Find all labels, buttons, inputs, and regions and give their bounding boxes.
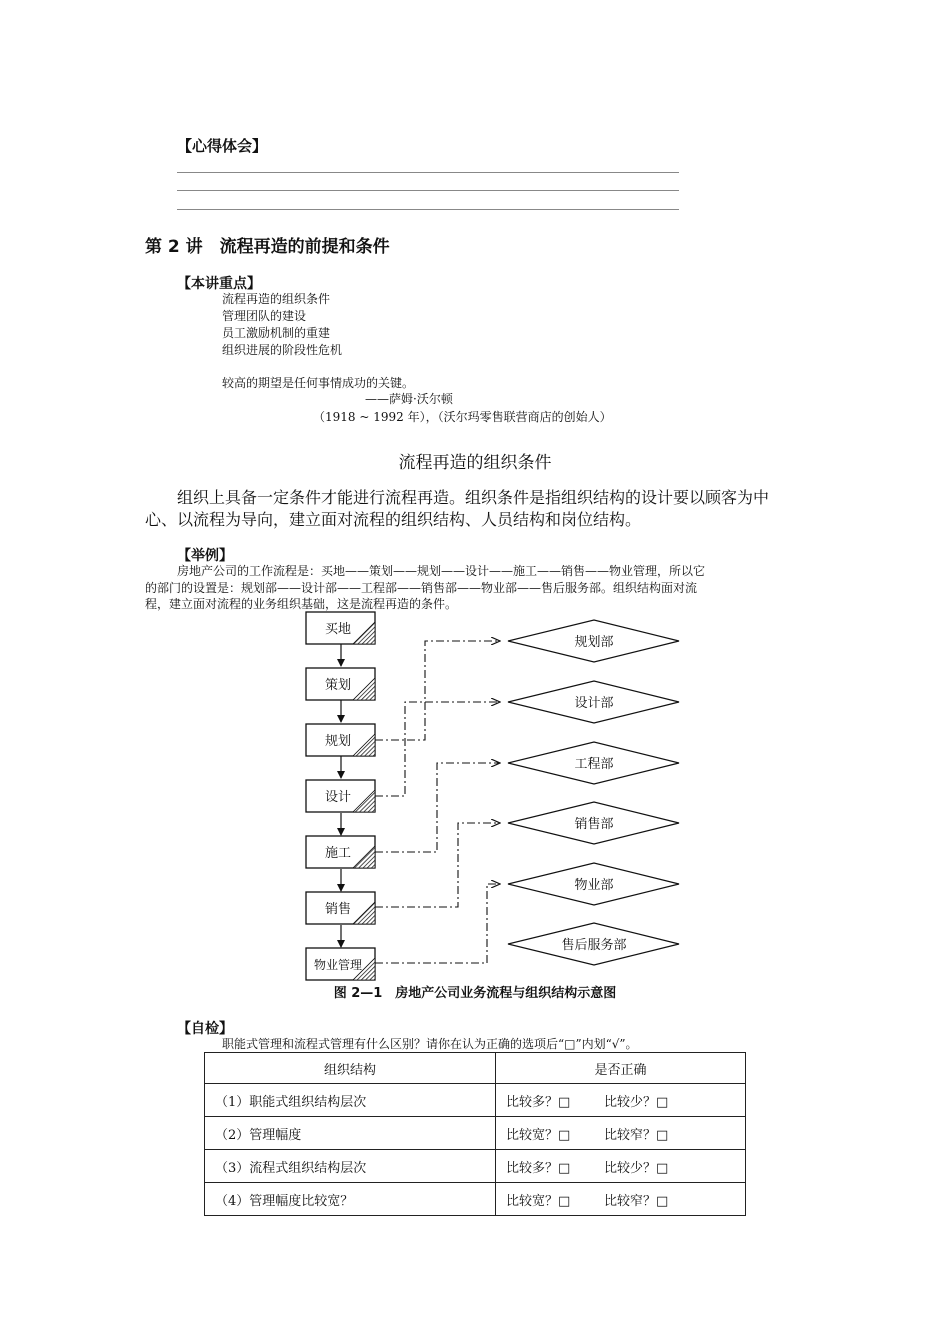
department-label: 售后服务部 [561, 938, 627, 953]
selfcheck-instruction: 职能式管理和流程式管理有什么区别？请你在认为正确的选项后“□”内划“√”。 [222, 1037, 638, 1051]
quote-text: 较高的期望是任何事情成功的关键。 [222, 376, 415, 390]
option-checkbox[interactable]: 比较少？□ [604, 1094, 669, 1110]
diagram-caption-text: 图 2—1 房地产公司业务流程与组织结构示意图 [333, 986, 617, 1001]
department-label: 销售部 [574, 817, 614, 832]
process-step-box [306, 780, 375, 812]
example-line2: 的部门的设置是：规划部——设计部——工程部——销售部——物业部——售后服务部。组织结构面对流 [145, 581, 698, 595]
example-heading: 【举例】 [177, 548, 233, 564]
keypoint-item: 组织进展的阶段性危机 [222, 343, 343, 357]
connector-plan-dept [375, 641, 500, 740]
option-checkbox[interactable]: 比较宽？□ [506, 1193, 571, 1209]
department-diamond [508, 742, 679, 784]
connector-sales-dept [375, 823, 500, 907]
department-label: 设计部 [574, 696, 614, 711]
process-step-label: 策划 [324, 678, 352, 693]
keypoints-heading: 【本讲重点】 [177, 276, 261, 292]
col-correct-header: 是否正确 [496, 1053, 746, 1084]
selfcheck-table [204, 1052, 746, 1216]
col-structure-header: 组织结构 [205, 1053, 496, 1084]
row-options [496, 1183, 746, 1216]
option-checkbox[interactable]: 比较宽？□ [506, 1127, 571, 1143]
diagram-caption [0, 982, 950, 1001]
department-label: 工程部 [574, 757, 614, 772]
table-row [205, 1117, 746, 1150]
row-options [496, 1150, 746, 1183]
process-step-label: 销售 [324, 902, 352, 917]
keypoint-item: 流程再造的组织条件 [222, 292, 331, 306]
department-diamond [508, 863, 679, 905]
table-row [205, 1150, 746, 1183]
process-step-box [306, 668, 375, 700]
process-step-box [306, 612, 375, 644]
option-checkbox[interactable]: 比较多？□ [506, 1094, 571, 1110]
reflection-heading: 【心得体会】 [177, 137, 268, 155]
department-diamond [508, 802, 679, 844]
example-line1: 房地产公司的工作流程是：买地——策划——规划——设计——施工——销售——物业管理，所以它 [177, 564, 706, 578]
quote-note: （1918 ~ 1992 年），（沃尔玛零售联营商店的创始人） [313, 410, 612, 424]
keypoint-item: 管理团队的建设 [222, 309, 307, 323]
connector-engineering-dept [375, 763, 500, 852]
process-step-label: 施工 [324, 846, 352, 861]
process-step-box [306, 892, 375, 924]
process-step-label: 设计 [324, 790, 352, 805]
department-label: 规划部 [574, 635, 614, 650]
department-diamond [508, 923, 679, 965]
table-header-row [205, 1053, 746, 1084]
lecture-title: 第 2 讲 流程再造的前提和条件 [145, 237, 390, 257]
section-title-text: 流程再造的组织条件 [398, 453, 552, 473]
process-step-label: 规划 [324, 734, 352, 749]
process-step-box [306, 836, 375, 868]
option-checkbox[interactable]: 比较窄？□ [604, 1127, 669, 1143]
row-label: （1）职能式组织结构层次 [205, 1084, 496, 1117]
process-step-box [306, 724, 375, 756]
row-options [496, 1084, 746, 1117]
selfcheck-heading: 【自检】 [177, 1021, 233, 1037]
department-diamond [508, 620, 679, 662]
section-paragraph-line2: 心、以流程为导向，建立面对流程的组织结构、人员结构和岗位结构。 [145, 510, 642, 529]
row-options [496, 1117, 746, 1150]
process-step-box [306, 948, 375, 980]
option-checkbox[interactable]: 比较窄？□ [604, 1193, 669, 1209]
option-checkbox[interactable]: 比较少？□ [604, 1160, 669, 1176]
table-row [205, 1084, 746, 1117]
row-label: （2）管理幅度 [205, 1117, 496, 1150]
department-diamond [508, 681, 679, 723]
connector-property-dept [375, 884, 500, 963]
keypoint-item: 员工激励机制的重建 [222, 326, 331, 340]
quote-author: ——萨姆·沃尔顿 [365, 392, 453, 406]
process-step-label: 买地 [324, 622, 352, 637]
row-label: （3）流程式组织结构层次 [205, 1150, 496, 1183]
section-paragraph-line1: 组织上具备一定条件才能进行流程再造。组织条件是指组织结构的设计要以顾客为中 [177, 488, 770, 507]
row-label: （4）管理幅度比较宽？ [205, 1183, 496, 1216]
option-checkbox[interactable]: 比较多？□ [506, 1160, 571, 1176]
department-label: 物业部 [574, 878, 614, 893]
process-step-label: 物业管理 [313, 958, 363, 972]
example-line3: 程，建立面对流程的业务组织基础，这是流程再造的条件。 [145, 597, 458, 611]
table-row [205, 1183, 746, 1216]
